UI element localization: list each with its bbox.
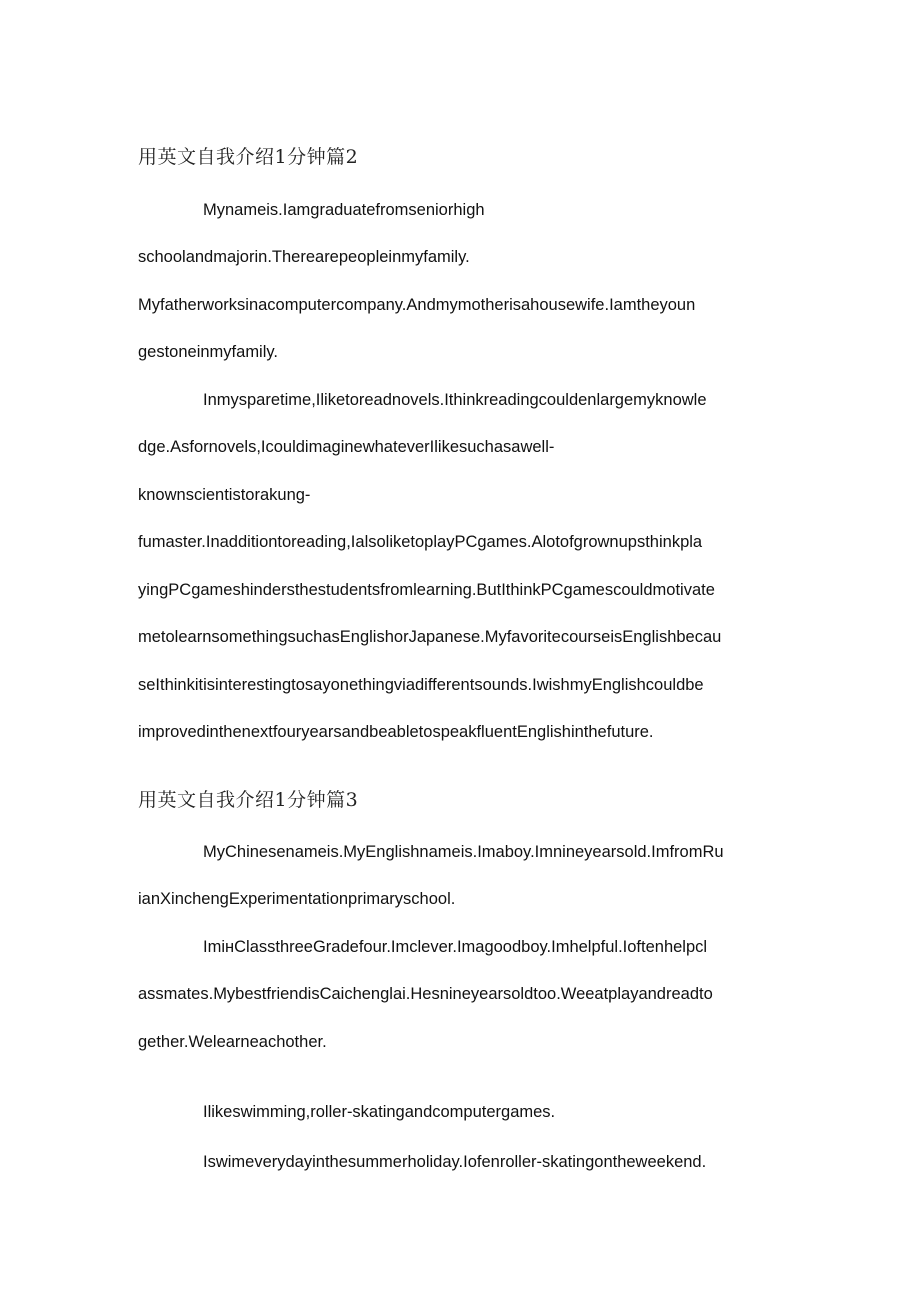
paragraph-line: dge.Asfornovels,IcouldimaginewhateverIlikesuchasawell- [138,438,555,456]
section-heading-3: 用英文自我介绍1分钟篇3 [138,789,359,811]
paragraph-line: Inmysparetime,Iliketoreadnovels.Ithinkreadingcouldenlargemyknowle [203,391,707,409]
paragraph-line: schoolandmajorin.Therearepeopleinmyfamily. [138,248,470,266]
paragraph-line: ImінClassthreeGradefour.Imclever.Imagoodboy.Imhelpful.Ioftenhelpcl [203,938,708,956]
paragraph-line: yingPCgameshindersthestudentsfromlearning.ButIthinkPCgamescouldmotivate [138,581,715,599]
paragraph-line: gether.Welearneachother. [138,1033,327,1051]
paragraph-line: Ilikeswimming,roller-skatingandcomputergames. [203,1103,556,1121]
paragraph-line: metolearnsomethingsuchasEnglishorJapanese.MyfavoritecourseisEnglishbecau [138,628,722,646]
paragraph-line: fumaster.Inadditiontoreading,IalsoliketoplayPCgames.Alotofgrownupsthinkpla [138,533,703,551]
paragraph-line: improvedinthenextfouryearsandbeabletospeakfluentEnglishinthefuture. [138,723,654,741]
paragraph-line: Mynameis.Iamgraduatefromseniorhigh [203,201,485,219]
section-heading-2: 用英文自我介绍1分钟篇2 [138,146,359,168]
paragraph-line: seIthinkitisinterestingtosayonethingviadifferentsounds.IwishmyEnglishcouldbe [138,676,704,694]
paragraph-line: gestoneinmyfamily. [138,343,279,361]
paragraph-line: Iswimeverydayinthesummerholiday.Iofenroller-skatingontheweekend. [203,1153,707,1171]
paragraph-line: assmates.MybestfriendisCaichenglai.Hesnineyearsoldtoo.Weeatplayandreadto [138,985,713,1003]
paragraph-line: MyChinesenameis.MyEnglishnameis.Imaboy.Imnineyearsold.ImfromRu [203,843,724,861]
paragraph-line: Myfatherworksinacomputercompany.Andmymotherisahousewife.Iamtheyoun [138,296,696,314]
paragraph-line: ianXinchengExperimentationprimaryschool. [138,890,456,908]
paragraph-line: knownscientistorakung- [138,486,311,504]
